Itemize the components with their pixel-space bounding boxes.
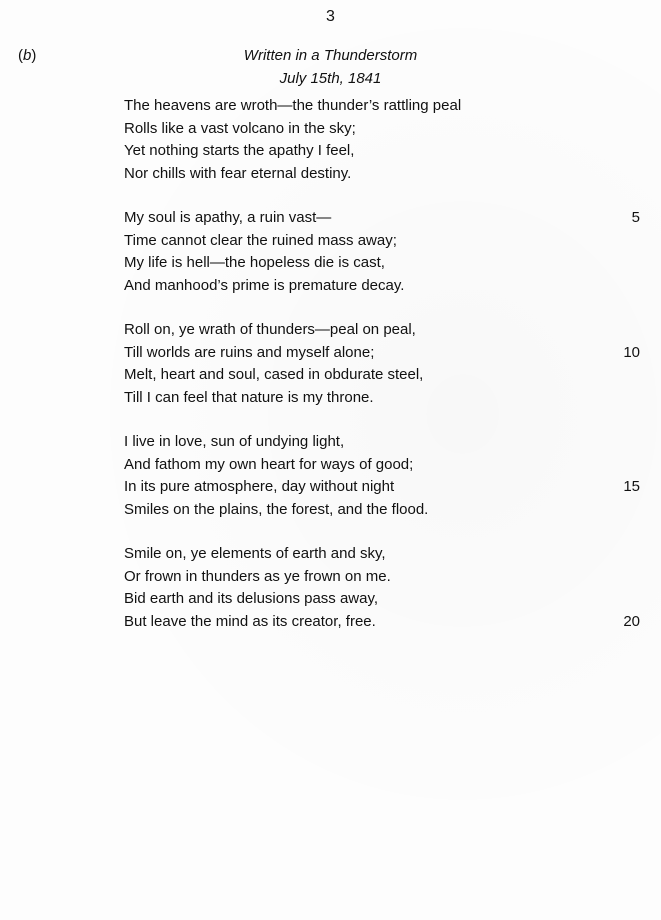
- line-number: 10: [623, 343, 640, 361]
- poem-title: Written in a Thunderstorm: [243, 47, 418, 64]
- poem-line-text: Smiles on the plains, the forest, and the flood.: [124, 500, 429, 518]
- poem-line-text: Or frown in thunders as ye frown on me.: [124, 567, 391, 585]
- poem-line-text: Yet nothing starts the apathy I feel,: [124, 142, 355, 159]
- line-number: 20: [623, 612, 640, 630]
- poem-line: [124, 476, 644, 499]
- poem-line: [124, 95, 644, 118]
- line-number: 5: [631, 209, 640, 226]
- poem-line: [124, 140, 644, 163]
- poem-line-text: My soul is apathy, a ruin vast—: [124, 209, 332, 226]
- poem-body: [124, 95, 644, 655]
- stanza: [124, 543, 644, 633]
- poem-line-text: Smile on, ye elements of earth and sky,: [124, 545, 386, 562]
- poem-line: [124, 499, 644, 522]
- poem-line: [124, 387, 644, 410]
- poem-line-text: Roll on, ye wrath of thunders—peal on peal,: [124, 321, 416, 338]
- poem-line: [124, 342, 644, 365]
- poem-line: [124, 319, 644, 342]
- poem-line-text: The heavens are wroth—the thunder’s rattling peal: [124, 97, 462, 114]
- poem-line-text: Bid earth and its delusions pass away,: [124, 590, 379, 607]
- poem-line: [124, 118, 644, 141]
- poem-line: [124, 543, 644, 566]
- poem-line-text: In its pure atmosphere, day without night: [124, 478, 395, 495]
- poem-line: [124, 275, 644, 298]
- poem-line-text: Time cannot clear the ruined mass away;: [124, 231, 397, 249]
- poem-line: [124, 252, 644, 275]
- poem-line: [124, 566, 644, 589]
- poem-line: [124, 454, 644, 477]
- poem-line: [124, 207, 644, 230]
- part-label: (b): [18, 47, 37, 64]
- stanza: [124, 319, 644, 409]
- poem-line-text: Till I can feel that nature is my throne.: [124, 388, 374, 406]
- stanza: [124, 95, 644, 185]
- poem-line-text: My life is hell—the hopeless die is cast,: [124, 254, 385, 271]
- poem-line-text: Nor chills with fear eternal destiny.: [124, 164, 352, 182]
- poem-line-text: And fathom my own heart for ways of good;: [124, 455, 414, 473]
- part-letter: b: [23, 47, 32, 64]
- poem-line: [124, 611, 644, 634]
- page-number: 3: [326, 8, 335, 25]
- poem-line-text: Till worlds are ruins and myself alone;: [124, 343, 375, 361]
- poem-line: [124, 431, 644, 454]
- poem-line: [124, 230, 644, 253]
- line-number: 15: [623, 478, 640, 495]
- poem-line-text: Rolls like a vast volcano in the sky;: [124, 119, 356, 137]
- stanza: [124, 207, 644, 297]
- poem-line: [124, 364, 644, 387]
- poem-line: [124, 163, 644, 186]
- poem-date: July 15th, 1841: [279, 70, 382, 87]
- stanza: [124, 431, 644, 521]
- poem-line: [124, 588, 644, 611]
- poem-line-text: Melt, heart and soul, cased in obdurate steel,: [124, 366, 424, 383]
- poem-line-text: And manhood’s prime is premature decay.: [124, 276, 405, 294]
- poem-line-text: I live in love, sun of undying light,: [124, 433, 345, 450]
- poem-line-text: But leave the mind as its creator, free.: [124, 612, 376, 630]
